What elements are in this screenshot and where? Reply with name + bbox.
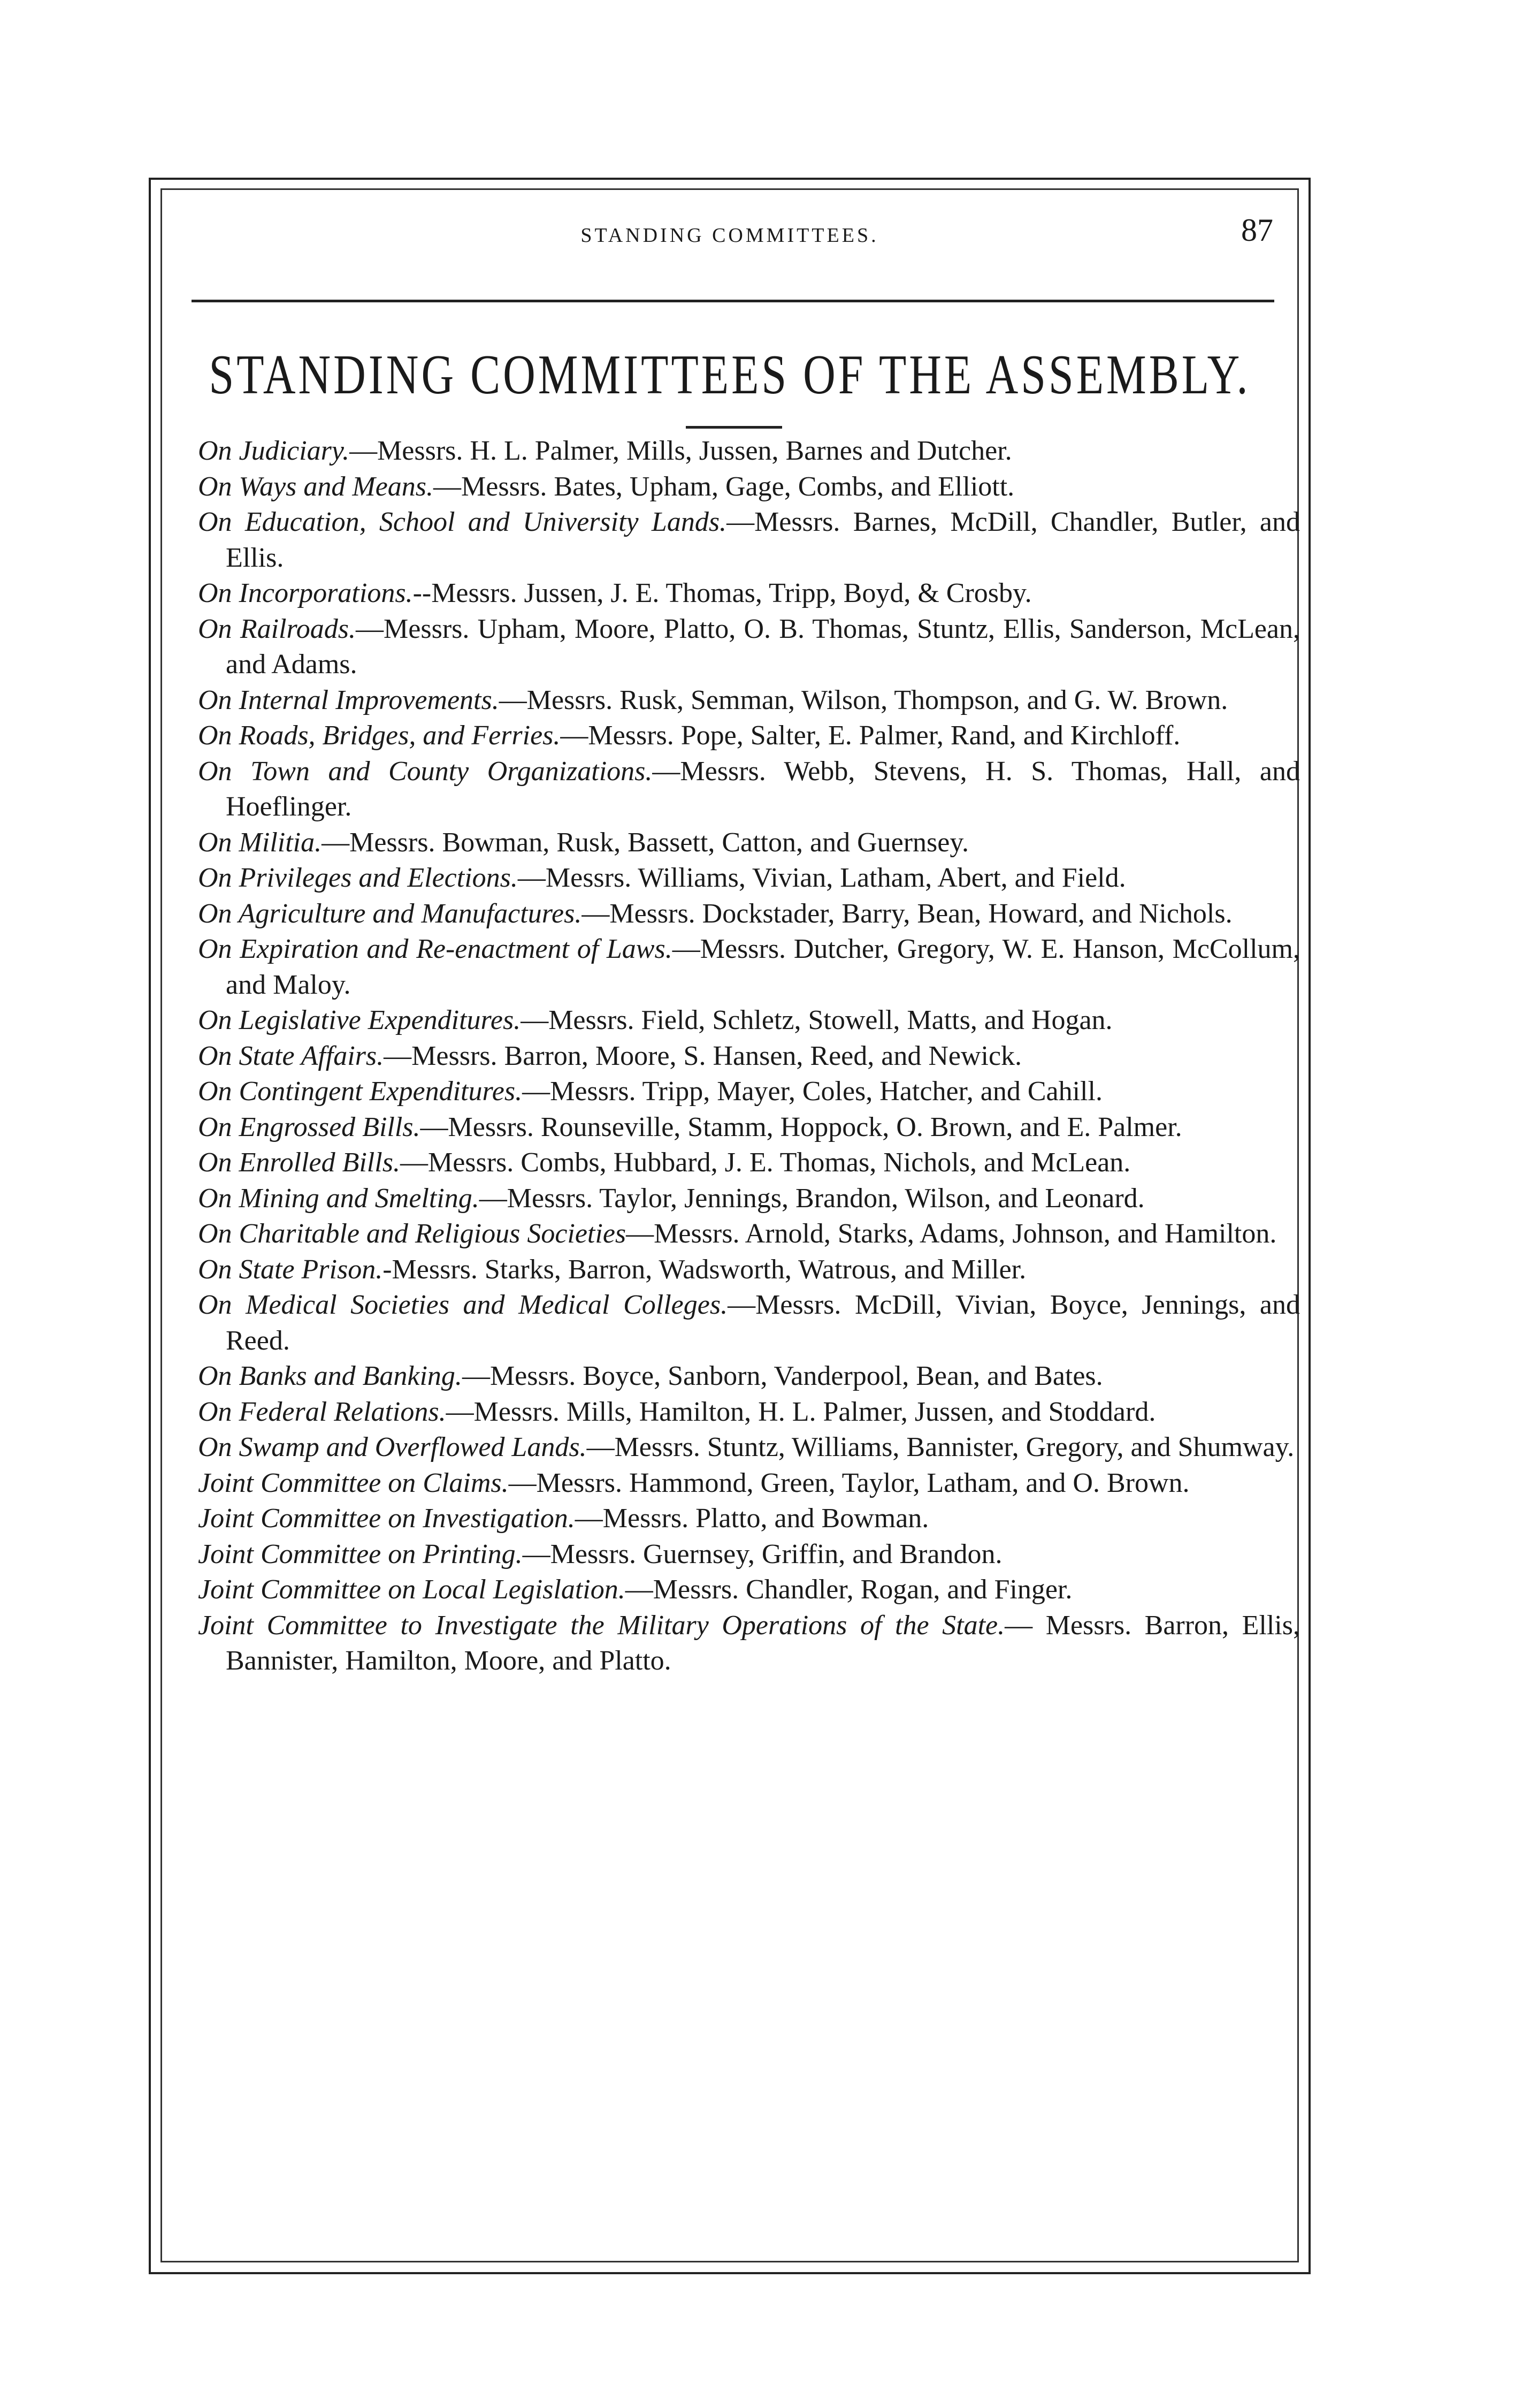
committee-members: —Messrs. Williams, Vivian, Latham, Abert, and Field.: [517, 863, 1126, 893]
committee-members: —Messrs. Dutcher, Gregory, W. E. Hanson, McCollum, and Maloy.: [226, 934, 1300, 1000]
committee-members: —Messrs. Chandler, Rogan, and Finger.: [625, 1574, 1073, 1605]
committee-entry: [198, 1608, 1300, 1679]
committee-entry: [198, 932, 1300, 1003]
committee-entry: [198, 1216, 1300, 1252]
committee-name: On Agriculture and Manufactures.: [198, 898, 582, 929]
committee-members: —Messrs. Taylor, Jennings, Brandon, Wilson, and Leonard.: [479, 1183, 1145, 1214]
committee-name: Joint Committee on Local Legislation.: [198, 1574, 625, 1605]
committee-members: —Messrs. Webb, Stevens, H. S. Thomas, Hall, and Hoeflinger.: [226, 756, 1300, 822]
committee-entry: [198, 1039, 1300, 1075]
committee-name: On Roads, Bridges, and Ferries.: [198, 720, 561, 751]
committee-name: On Privileges and Elections.: [198, 863, 518, 893]
committee-name: On Judiciary.: [198, 436, 350, 466]
committee-entry: [198, 1074, 1300, 1110]
committee-name: On Legislative Expenditures.: [198, 1005, 521, 1035]
committee-members: —Messrs. Hammond, Green, Taylor, Latham, and O. Brown.: [508, 1467, 1190, 1498]
committee-members: —Messrs. Rounseville, Stamm, Hoppock, O. Brown, and E. Palmer.: [420, 1111, 1182, 1142]
committee-name: On Ways and Means.: [198, 471, 434, 502]
committee-members: —Messrs. Field, Schletz, Stowell, Matts, and Hogan.: [521, 1005, 1113, 1035]
committee-entry: [198, 469, 1300, 505]
committee-entry: [198, 1003, 1300, 1039]
committee-entry: [198, 1466, 1300, 1502]
committee-list: [198, 433, 1300, 1679]
committee-members: —Messrs. Bowman, Rusk, Bassett, Catton, and Guernsey.: [322, 827, 969, 858]
committee-entry: [198, 505, 1300, 576]
committee-members: —Messrs. Platto, and Bowman.: [575, 1503, 929, 1534]
committee-members: —Messrs. Boyce, Sanborn, Vanderpool, Bean, and Bates.: [462, 1361, 1103, 1391]
committee-name: On Railroads.: [198, 613, 356, 644]
committee-name: On Expiration and Re-enactment of Laws.: [198, 934, 672, 964]
page-number: 87: [1241, 212, 1273, 248]
committee-members: —Messrs. H. L. Palmer, Mills, Jussen, Barnes and Dutcher.: [349, 436, 1012, 466]
committee-name: On Contingent Expenditures.: [198, 1076, 523, 1107]
committee-name: Joint Committee on Claims.: [198, 1467, 509, 1498]
committee-members: —Messrs. Barron, Moore, S. Hansen, Reed, and Newick.: [384, 1040, 1022, 1071]
committee-name: On Swamp and Overflowed Lands.: [198, 1432, 587, 1462]
committee-entry: [198, 1145, 1300, 1181]
committee-members: —Messrs. McDill, Vivian, Boyce, Jennings, and Reed.: [226, 1290, 1300, 1356]
committee-members: —Messrs. Combs, Hubbard, J. E. Thomas, Nichols, and McLean.: [400, 1147, 1131, 1178]
committee-entry: [198, 1501, 1300, 1537]
committee-members: —Messrs. Rusk, Semman, Wilson, Thompson, and G. W. Brown.: [499, 684, 1228, 715]
committee-members: —Messrs. Pope, Salter, E. Palmer, Rand, and Kirchloff.: [560, 720, 1181, 751]
committee-members: —Messrs. Mills, Hamilton, H. L. Palmer, Jussen, and Stoddard.: [446, 1396, 1156, 1427]
committee-entry: [198, 1572, 1300, 1608]
committee-name: On Internal Improvements.: [198, 684, 499, 715]
title-rule: [686, 426, 782, 429]
committee-entry: [198, 754, 1300, 825]
committee-members: —Messrs. Stuntz, Williams, Bannister, Gregory, and Shumway.: [586, 1432, 1295, 1462]
committee-members: —Messrs. Upham, Moore, Platto, O. B. Thomas, Stuntz, Ellis, Sanderson, McLean, and Adams.: [226, 613, 1300, 680]
committee-name: On Banks and Banking.: [198, 1361, 462, 1391]
committee-members: —Messrs. Guernsey, Griffin, and Brandon.: [522, 1538, 1003, 1569]
committee-members: —Messrs. Dockstader, Barry, Bean, Howard, and Nichols.: [581, 898, 1233, 929]
committee-name: On Mining and Smelting.: [198, 1183, 479, 1214]
committee-entry: [198, 718, 1300, 754]
committee-entry: [198, 1394, 1300, 1430]
committee-name: On Education, School and University Lands.: [198, 507, 727, 537]
committee-entry: [198, 576, 1300, 612]
committee-name: Joint Committee on Printing.: [198, 1538, 523, 1569]
committee-members: —Messrs. Tripp, Mayer, Coles, Hatcher, and Cahill.: [522, 1076, 1103, 1107]
committee-name: On State Affairs.: [198, 1040, 384, 1071]
committee-name: On Engrossed Bills.: [198, 1111, 420, 1142]
committee-name: On Federal Relations.: [198, 1396, 446, 1427]
committee-name: On Medical Societies and Medical Colleges.: [198, 1290, 728, 1320]
committee-entry: [198, 1252, 1300, 1288]
committee-entry: [198, 825, 1300, 861]
committee-entry: [198, 1110, 1300, 1146]
committee-members: -Messrs. Starks, Barron, Wadsworth, Watrous, and Miller.: [382, 1254, 1027, 1285]
committee-entry: [198, 1430, 1300, 1466]
committee-members: —Messrs. Barnes, McDill, Chandler, Butler, and Ellis.: [226, 507, 1300, 573]
running-head: STANDING COMMITTEES.: [580, 224, 879, 247]
committee-name: On State Prison.: [198, 1254, 383, 1285]
header-rule: [192, 300, 1274, 302]
committee-name: On Town and County Organizations.: [198, 756, 653, 787]
committee-name: On Incorporations.: [198, 578, 413, 608]
committee-members: — Messrs. Barron, Ellis, Bannister, Hamilton, Moore, and Platto.: [226, 1610, 1300, 1676]
committee-name: On Militia.: [198, 827, 322, 858]
committee-entry: [198, 860, 1300, 896]
committee-name: Joint Committee on Investigation.: [198, 1503, 575, 1534]
section-title: STANDING COMMITTEES OF THE ASSEMBLY.: [209, 344, 1251, 406]
committee-name: Joint Committee to Investigate the Military Operations of the State.: [198, 1610, 1005, 1641]
committee-entry: [198, 683, 1300, 719]
committee-entry: [198, 1181, 1300, 1217]
committee-entry: [198, 612, 1300, 683]
committee-name: On Enrolled Bills.: [198, 1147, 400, 1178]
committee-members: --Messrs. Jussen, J. E. Thomas, Tripp, Boyd, & Crosby.: [412, 578, 1032, 608]
committee-name: On Charitable and Religious Societies: [198, 1218, 626, 1249]
committee-entry: [198, 1359, 1300, 1394]
committee-entry: [198, 1287, 1300, 1359]
committee-entry: [198, 896, 1300, 932]
committee-entry: [198, 433, 1300, 469]
committee-entry: [198, 1537, 1300, 1573]
committee-members: —Messrs. Arnold, Starks, Adams, Johnson, and Hamilton.: [626, 1218, 1277, 1249]
committee-members: —Messrs. Bates, Upham, Gage, Combs, and Elliott.: [433, 471, 1015, 502]
